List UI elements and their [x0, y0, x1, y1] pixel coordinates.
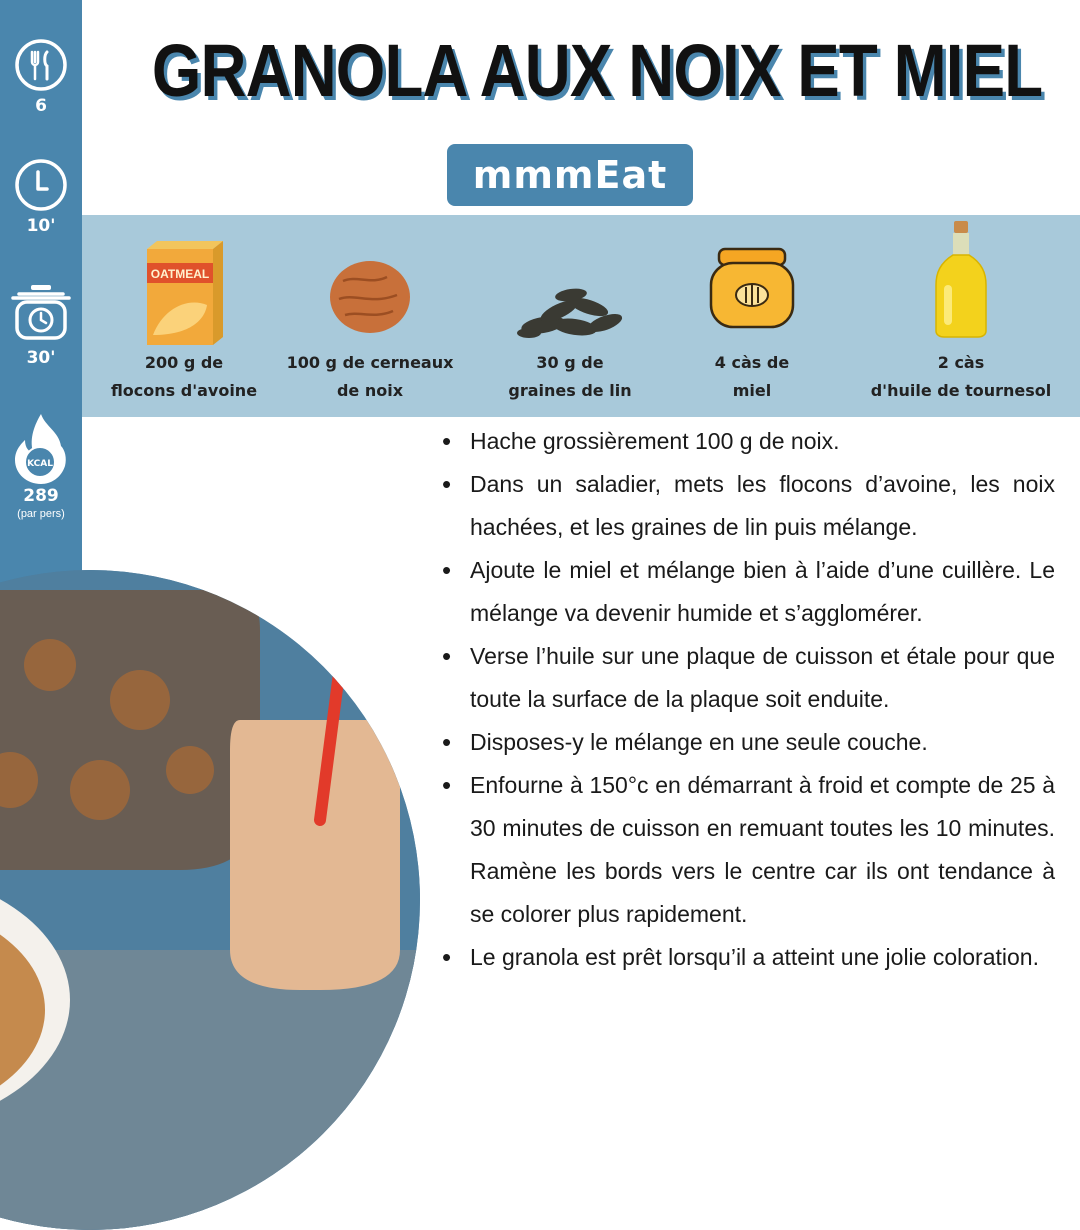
- calories-unit: (par pers): [17, 508, 65, 520]
- clock-icon: [14, 158, 68, 212]
- ingredient-oats: [102, 215, 266, 417]
- list-item: • Disposes-y le mélange en une seule couche.: [440, 721, 1055, 764]
- oil-bottle-icon: [930, 219, 992, 339]
- oatmeal-box-text: OATMEAL: [150, 267, 210, 281]
- oven-icon: [9, 282, 73, 344]
- honey-jar-icon: [707, 245, 797, 331]
- recipe-steps: [440, 420, 1055, 979]
- brand-logo: mmmEat: [447, 144, 693, 206]
- ingredient-oats-line2: flocons d'avoine: [110, 381, 258, 400]
- ingredient-walnuts: [280, 215, 460, 417]
- cook-time-value: 30': [26, 348, 56, 368]
- recipe-title: GRANOLA AUX NOIX ET MIEL: [151, 29, 1043, 112]
- ingredient-honey-line1: 4 càs de: [714, 353, 790, 372]
- granola-photo: [0, 570, 420, 1230]
- ingredient-walnuts-line1: 100 g de cerneaux: [286, 353, 454, 372]
- flax-seeds-icon: [513, 281, 627, 341]
- ingredients-band: [82, 215, 1080, 417]
- ingredient-oil-line1: 2 càs: [937, 353, 985, 372]
- list-item: • Hache grossièrement 100 g de noix.: [440, 420, 1055, 463]
- prep-time-stat: [0, 158, 82, 236]
- ingredient-oil: [858, 215, 1064, 417]
- ingredient-flax-line1: 30 g de: [536, 353, 604, 372]
- fork-knife-icon: [14, 38, 68, 92]
- ingredient-honey-line2: miel: [732, 381, 772, 400]
- list-item: • Ajoute le miel et mélange bien à l’aide d’une cuillère. Le mélange va devenir humide et s’agglomérer.: [440, 549, 1055, 635]
- walnut-icon: [327, 257, 413, 337]
- prep-time-value: 10': [26, 216, 56, 236]
- calories-stat: [0, 410, 82, 520]
- list-item: • Dans un saladier, mets les flocons d’avoine, les noix hachées, et les graines de lin puis mélange.: [440, 463, 1055, 549]
- ingredient-flax: [490, 215, 650, 417]
- servings-value: 6: [35, 96, 47, 116]
- stats-sidebar: [0, 0, 82, 620]
- ingredient-oats-line1: 200 g de: [144, 353, 224, 372]
- ingredient-walnuts-line2: de noix: [336, 381, 404, 400]
- list-item: • Enfourne à 150°c en démarrant à froid et compte de 25 à 30 minutes de cuisson en remuant toutes les 10 minutes. Ramène les bords vers le centre car ils ont tendance à se colorer plus rapidement.: [440, 764, 1055, 936]
- kcal-badge-text: KCAL: [27, 459, 53, 469]
- photo-illustration: [0, 570, 420, 1230]
- list-item: • Le granola est prêt lorsqu’il a atteint une jolie coloration.: [440, 936, 1055, 979]
- ingredient-honey: [682, 215, 822, 417]
- ingredient-flax-line2: graines de lin: [508, 381, 632, 400]
- servings-stat: [0, 38, 82, 116]
- cook-time-stat: [0, 282, 82, 368]
- flame-kcal-icon: [9, 410, 73, 486]
- ingredient-oil-line2: d'huile de tournesol: [870, 381, 1052, 400]
- calories-value: 289: [23, 486, 59, 506]
- list-item: • Verse l’huile sur une plaque de cuisson et étale pour que toute la surface de la plaque soit enduite.: [440, 635, 1055, 721]
- oatmeal-box-icon: [143, 239, 225, 349]
